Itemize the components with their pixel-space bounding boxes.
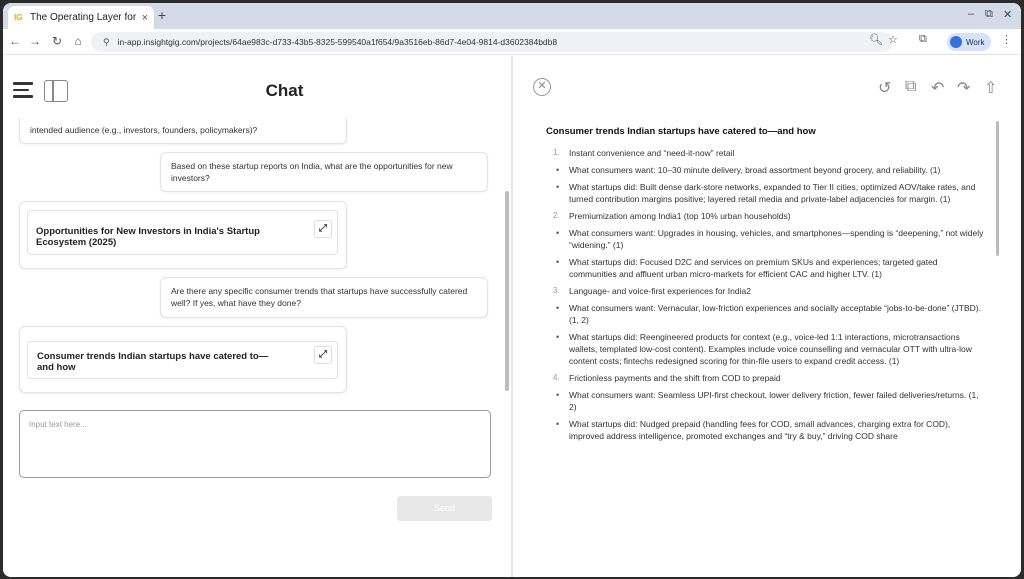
url-text: in-app.insightgig.com/projects/64ae983c-d733-43b5-8325-599540a1f654/9a3516eb-86d7-4e04-9814-d3602384bdb8	[117, 37, 558, 47]
document-panel	[513, 56, 1021, 577]
list-item-text: What consumers want: Upgrades in housing, vehicles, and smartphones—spending is “deepening,” not widely “widening.” (1)	[569, 228, 984, 250]
list-marker: 3.	[553, 286, 560, 295]
list-marker: •	[556, 228, 560, 238]
list-item-text: What startups did: Built dense dark-store networks, expanded to Tier II cities, optimized AOV/take rates, and turned contribution margins positive; layered retail media and private-label adjacencies for margin. (1)	[569, 182, 976, 204]
home-icon[interactable]: ⌂	[74, 34, 82, 48]
list-marker: •	[556, 419, 560, 429]
bullet-item	[546, 164, 986, 176]
list-item-text: Premiumization among India1 (top 10% urban households)	[569, 211, 791, 221]
close-icon[interactable]: ✕	[533, 78, 551, 96]
profile-avatar	[950, 36, 962, 48]
list-marker: •	[556, 390, 560, 400]
list-item-text: Language- and voice-first experiences for India2	[569, 286, 751, 296]
chat-scrollbar[interactable]	[505, 191, 509, 391]
list-marker: •	[556, 332, 560, 342]
expand-icon[interactable]: ⤢	[314, 220, 332, 238]
list-item-text: Instant convenience and “need-it-now” retail	[569, 148, 735, 158]
favicon-icon: IG	[14, 12, 23, 22]
response-card[interactable]	[27, 210, 338, 255]
message-text: Are there any specific consumer trends that startups have successfully catered well? If yes, what have they done?	[171, 286, 468, 308]
numbered-item	[546, 372, 986, 384]
list-item-text: What startups did: Nudged prepaid (handling fees for COD, small advances, charging extra for COD), improved address intelligence, promoted exchanges and “try & buy,” driving COD share	[569, 419, 951, 441]
message-text: intended audience (e.g., investors, founders, policymakers)?	[30, 125, 258, 135]
app-content	[3, 56, 1021, 577]
message-text: Based on these startup reports on India, what are the opportunities for new investors?	[171, 161, 453, 183]
address-bar-row	[3, 29, 1021, 55]
copy-icon[interactable]: ⧉	[905, 78, 917, 95]
bullet-item	[546, 389, 986, 413]
list-item-text: What consumers want: Seamless UPI-first checkout, lower delivery friction, fewer failed deliveries/returns. (1, 2)	[569, 390, 979, 412]
list-item-text: Frictionless payments and the shift from COD to prepaid	[569, 373, 781, 383]
profile-button[interactable]	[947, 33, 991, 51]
minimize-button[interactable]: –	[968, 8, 975, 20]
chat-message-user	[160, 277, 488, 318]
browser-tab[interactable]	[8, 6, 154, 29]
list-marker: •	[556, 257, 560, 267]
redo-icon[interactable]: ↷	[957, 80, 971, 97]
chat-message-user	[160, 152, 488, 192]
new-tab-button[interactable]: +	[157, 7, 167, 23]
list-item-text: What startups did: Reengineered products for context (e.g., voice-led 1:1 interactions, microtransactions wallets, templated low-cost content). Examples include voice counselling and vernacular OTT with ultra-low content costs; fintechs redesigned scoring for thin-file users to expand credit access. (1)	[569, 332, 972, 366]
chat-message-user	[19, 118, 347, 144]
bullet-item	[546, 227, 986, 251]
undo-icon[interactable]: ↶	[931, 80, 945, 97]
zoom-icon[interactable]: 🔍︎	[869, 34, 883, 46]
list-marker: 1.	[553, 148, 560, 157]
extensions-icon[interactable]: ⧉	[919, 33, 927, 45]
bullet-item	[546, 302, 986, 326]
document-list	[546, 147, 986, 442]
site-info-icon[interactable]: ⚲	[103, 36, 110, 47]
window-close-button[interactable]: ✕	[1003, 9, 1013, 21]
list-marker: 4.	[553, 373, 560, 382]
numbered-item	[546, 210, 986, 222]
numbered-item	[546, 285, 986, 297]
chat-message-assistant	[19, 201, 347, 269]
url-field[interactable]	[91, 32, 893, 52]
bullet-item	[546, 256, 986, 280]
document-scrollbar[interactable]	[996, 121, 999, 256]
bookmark-star-icon[interactable]: ☆	[888, 34, 898, 46]
bullet-item	[546, 331, 986, 367]
bullet-item	[546, 181, 986, 205]
share-icon[interactable]: ⇧	[984, 80, 998, 97]
restore-button[interactable]: ⧉	[985, 8, 993, 20]
document-title: Consumer trends Indian startups have catered to—and how	[546, 126, 816, 137]
send-button[interactable]: Send	[397, 496, 492, 521]
list-item-text: What consumers want: Vernacular, low-friction experiences and socially acceptable “jobs-to-be-done” (JTBD). (1, 2)	[569, 303, 981, 325]
list-marker: •	[556, 165, 560, 175]
bullet-item	[546, 418, 986, 442]
chat-input[interactable]	[19, 410, 491, 478]
document-body	[546, 126, 986, 478]
tab-close-icon[interactable]: ×	[141, 11, 148, 24]
input-placeholder: Input text here...	[29, 420, 87, 429]
profile-label: Work	[966, 37, 985, 47]
list-marker: 2.	[553, 211, 560, 220]
history-icon[interactable]: ↺	[878, 80, 892, 97]
tab-bar	[3, 3, 1021, 29]
response-card[interactable]	[27, 341, 338, 379]
browser-window	[3, 3, 1021, 577]
response-card-title: Opportunities for New Investors in India's Startup Ecosystem (2025)	[36, 226, 260, 248]
reload-icon[interactable]: ↻	[51, 34, 63, 48]
chat-title: Chat	[265, 81, 304, 100]
numbered-item	[546, 147, 986, 159]
browser-menu-icon[interactable]: ⋮	[1001, 34, 1012, 46]
list-item-text: What consumers want: 10–30 minute delivery, broad assortment beyond grocery, and reliability. (1)	[569, 165, 941, 175]
response-card-title: Consumer trends Indian startups have catered to—and how	[37, 351, 269, 373]
expand-icon[interactable]: ⤢	[314, 346, 332, 364]
forward-icon[interactable]: →	[29, 34, 41, 48]
chat-message-assistant	[19, 326, 347, 393]
chat-panel	[3, 56, 511, 577]
back-icon[interactable]: ←	[9, 34, 21, 48]
list-item-text: What startups did: Focused D2C and services on premium SKUs and experiences; targeted gated communities and affluent urban micro-markets for efficient CAC and higher LTV. (1)	[569, 257, 938, 279]
tab-title: The Operating Layer for	[30, 12, 137, 23]
list-marker: •	[556, 303, 560, 313]
list-marker: •	[556, 182, 560, 192]
